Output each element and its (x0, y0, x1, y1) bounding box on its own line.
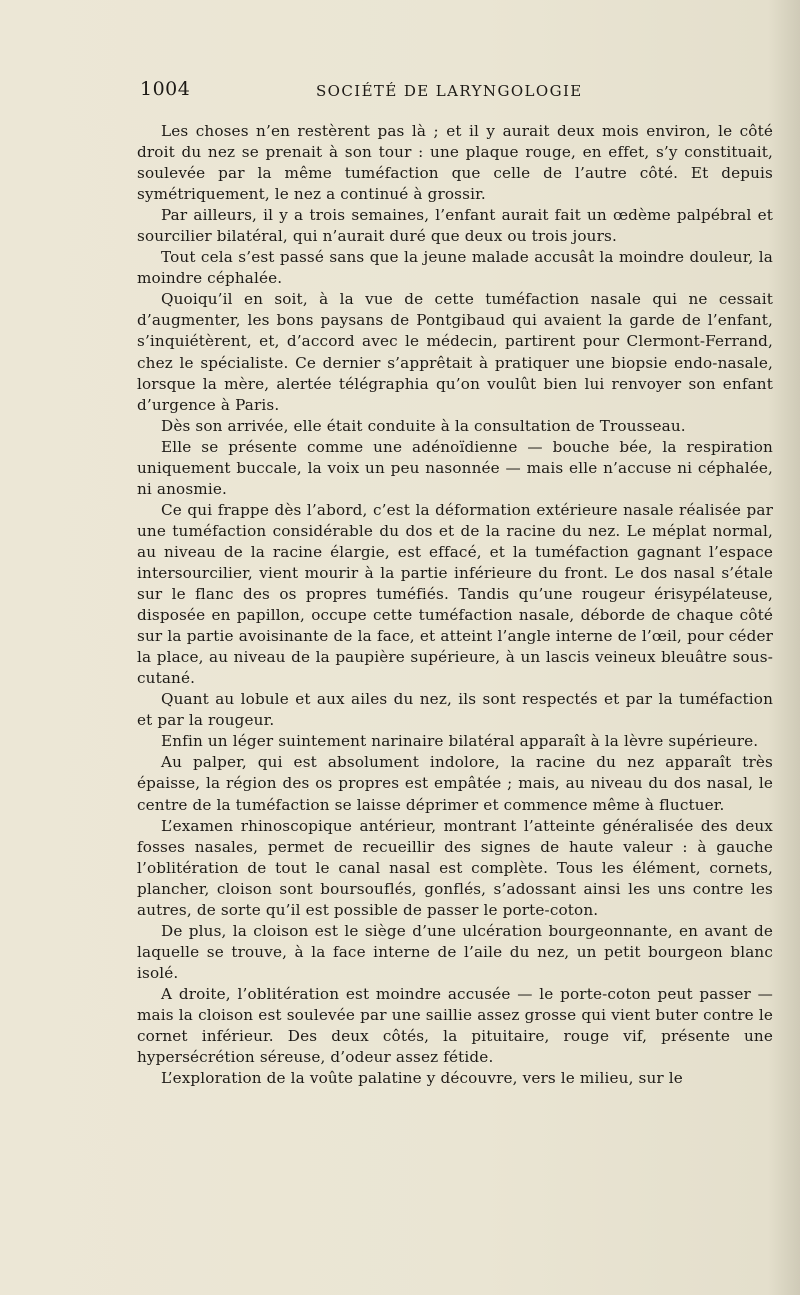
paragraph: Quoiqu’il en soit, à la vue de cette tuméfaction nasale qui ne cessait d’augmenter, les bons paysans de Pontgibaud qui avaient la garde de l’enfant, s’inquiétèrent, et, d’accord avec le médecin, partirent pour Clermont-Ferrand, chez le spécialiste. Ce dernier s’apprêtait à pratiquer une biopsie endo-nasale, lorsque la mère, alertée télégraphia qu’on voulût bien lui renvoyer son enfant d’urgence à Paris. (137, 290, 773, 414)
running-title: SOCIÉTÉ DE LARYNGOLOGIE (316, 82, 583, 100)
page-header (140, 78, 780, 102)
page-body (137, 121, 773, 1089)
paragraph: Ce qui frappe dès l’abord, c’est la déformation extérieure nasale réalisée par une tuméfaction considérable du dos et de la racine du nez. Le méplat normal, au niveau de la racine élargie, est effacé, et la tuméfaction gagnant l’espace intersourcilier, vient mourir à la partie inférieure du front. Le dos nasal s’étale sur le flanc des os propres tuméfiés. Tandis qu’une rougeur érisypélateuse, disposée en papillon, occupe cette tuméfaction nasale, déborde de chaque côté sur la partie avoisinante de la face, et atteint l’angle interne de l’œil, pour céder la place, au niveau de la paupière supérieure, à un lascis veineux bleuâtre sous-cutané. (137, 500, 773, 688)
paragraph: Tout cela s’est passé sans que la jeune malade accusât la moindre douleur, la moindre céphalée. (137, 248, 773, 288)
paragraph: Par ailleurs, il y a trois semaines, l’enfant aurait fait un œdème palpébral et sourcilier bilatéral, qui n’aurait duré que deux ou trois jours. (137, 206, 773, 246)
paragraph: Les choses n’en restèrent pas là ; et il y aurait deux mois environ, le côté droit du nez se prenait à son tour : une plaque rouge, en effet, s’y constituait, soulevée par la même tuméfaction que celle de l’autre côté. Et depuis symétriquement, le nez a continué à grossir. (137, 122, 773, 204)
paragraph: A droite, l’oblitération est moindre accusée — le porte-coton peut passer — mais la cloison est soulevée par une saillie assez grosse qui vient buter contre le cornet inférieur. Des deux côtés, la pituitaire, rouge vif, présente une hypersécrétion séreuse, d’odeur assez fétide. (137, 984, 773, 1067)
page-number: 1004 (140, 78, 191, 100)
paragraph: Quant au lobule et aux ailes du nez, ils sont respectés et par la tuméfaction et par la rougeur. (137, 690, 773, 730)
paragraph: L’examen rhinoscopique antérieur, montrant l’atteinte généralisée des deux fosses nasales, permet de recueillir des signes de haute valeur : à gauche l’oblitération de tout le canal nasal est complète. Tous les élément, cornets, plancher, cloison sont boursouflés, gonflés, s’adossant ainsi les uns contre les autres, de sorte qu’il est possible de passer le porte-coton. (137, 816, 773, 919)
paragraph: Enfin un léger suintement narinaire bilatéral apparaît à la lèvre supérieure. (161, 732, 759, 751)
paragraph: Au palper, qui est absolument indolore, la racine du nez apparaît très épaisse, la région des os propres est empâtée ; mais, au niveau du dos nasal, le centre de la tuméfaction se laisse déprimer et commence même à fluctuer. (137, 753, 773, 814)
paragraph: L’exploration de la voûte palatine y découvre, vers le milieu, sur le (161, 1069, 683, 1088)
paragraph: Dès son arrivée, elle était conduite à la consultation de Trousseau. (161, 416, 686, 435)
paragraph: Elle se présente comme une adénoïdienne — bouche bée, la respiration uniquement buccale, la voix un peu nasonnée — mais elle n’accuse ni céphalée, ni anosmie. (137, 437, 773, 498)
paragraph: De plus, la cloison est le siège d’une ulcération bourgeonnante, en avant de laquelle se trouve, à la face interne de l’aile du nez, un petit bourgeon blanc isolé. (137, 921, 773, 982)
